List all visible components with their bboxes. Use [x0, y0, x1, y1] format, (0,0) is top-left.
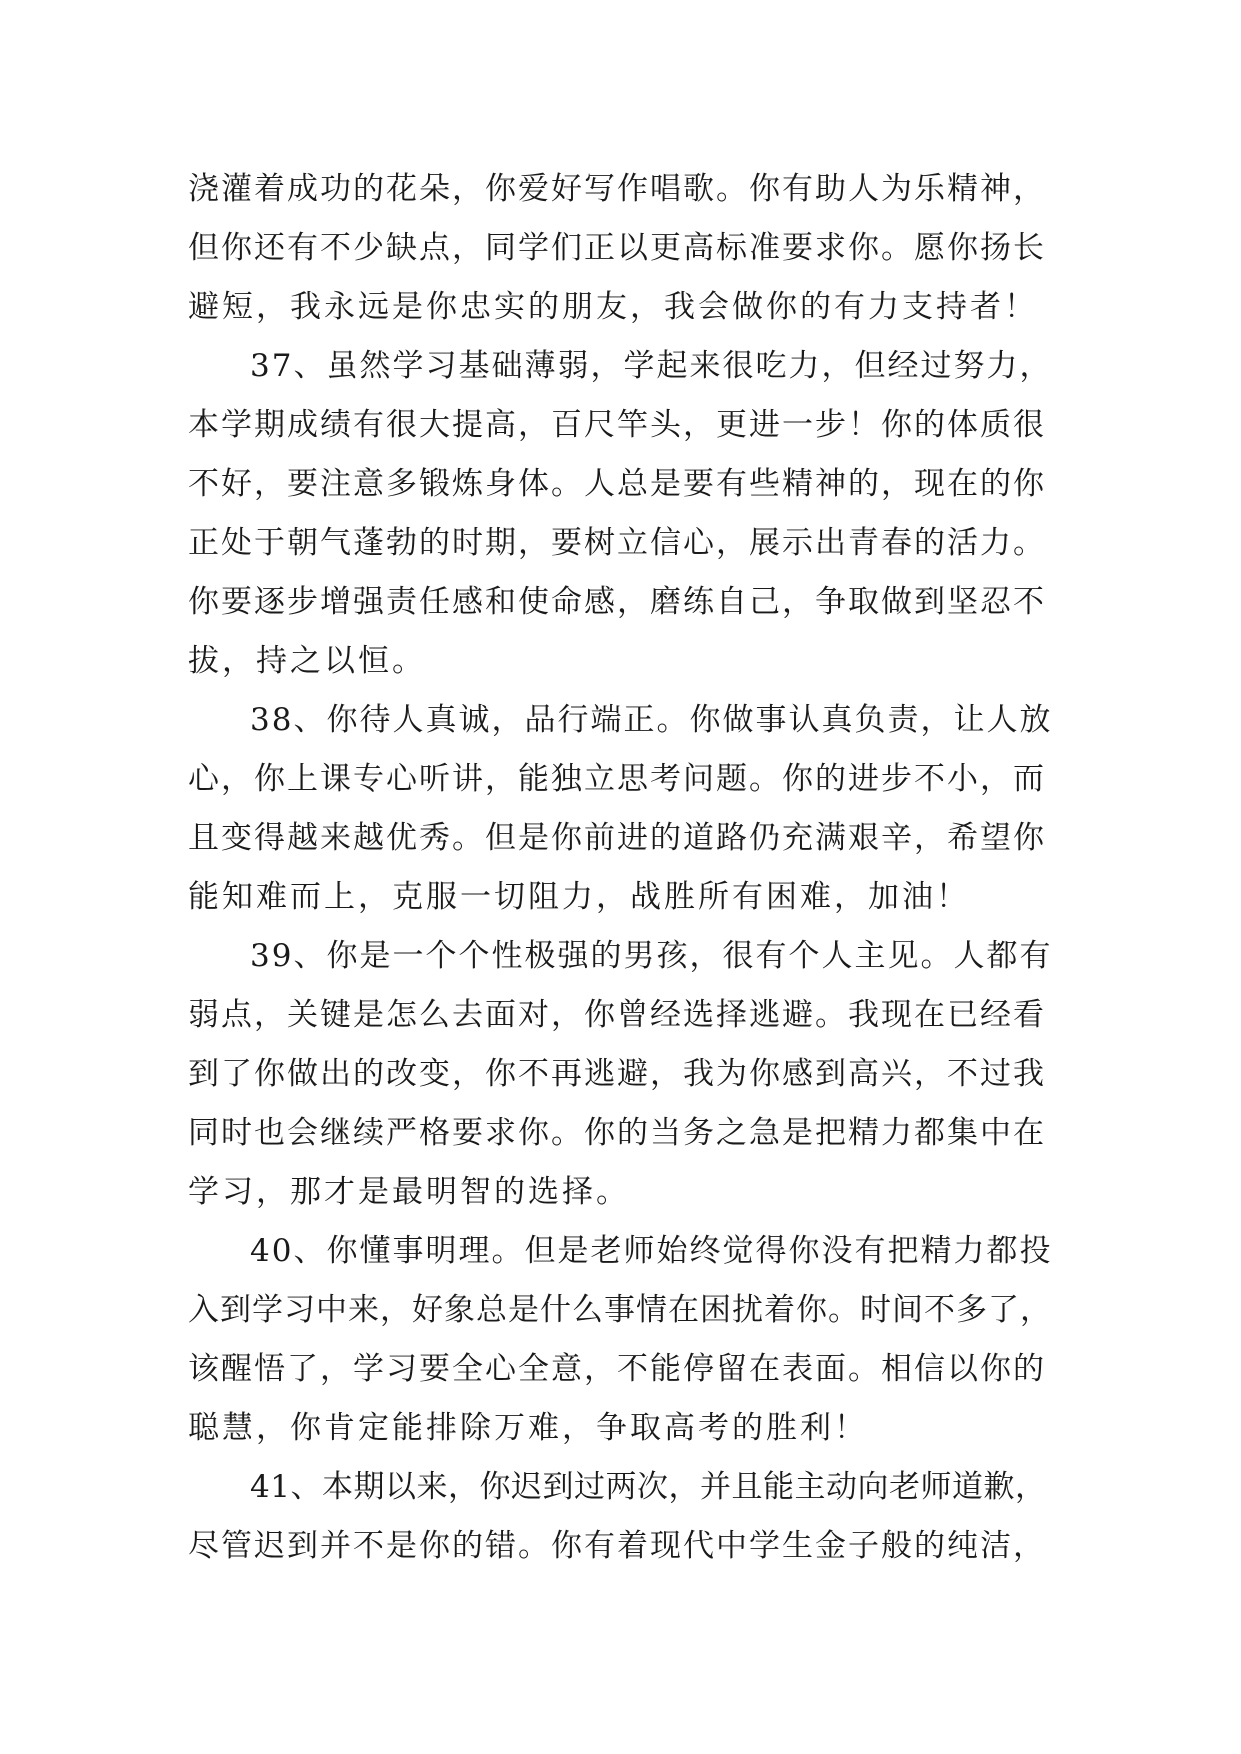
text-line: 同时也会继续严格要求你。你的当务之急是把精力都集中在	[188, 1115, 1046, 1151]
paragraph-start-line: 37、虽然学习基础薄弱，学起来很吃力，但经过努力，	[250, 348, 1053, 384]
text-line: 尽管迟到并不是你的错。你有着现代中学生金子般的纯洁，	[188, 1528, 1046, 1564]
text-line: 学习，那才是最明智的选择。	[188, 1174, 630, 1210]
text-line: 不好，要注意多锻炼身体。人总是要有些精神的，现在的你	[188, 466, 1046, 502]
text-line: 该醒悟了，学习要全心全意，不能停留在表面。相信以你的	[188, 1351, 1046, 1387]
text-line: 弱点，关键是怎么去面对，你曾经选择逃避。我现在已经看	[188, 997, 1046, 1033]
text-line: 但你还有不少缺点，同学们正以更高标准要求你。愿你扬长	[188, 230, 1046, 266]
text-line: 聪慧，你肯定能排除万难，争取高考的胜利！	[188, 1410, 868, 1446]
paragraph-start-line: 38、你待人真诚，品行端正。你做事认真负责，让人放	[250, 702, 1053, 738]
text-line: 能知难而上，克服一切阻力，战胜所有困难，加油！	[188, 879, 970, 915]
paragraph-start-line: 41、本期以来，你迟到过两次，并且能主动向老师道歉，	[250, 1469, 1047, 1505]
text-line: 且变得越来越优秀。但是你前进的道路仍充满艰辛，希望你	[188, 820, 1046, 856]
text-line: 正处于朝气蓬勃的时期，要树立信心，展示出青春的活力。	[188, 525, 1046, 561]
paragraph-start-line: 39、你是一个个性极强的男孩，很有个人主见。人都有	[250, 938, 1053, 974]
text-line: 你要逐步增强责任感和使命感，磨练自己，争取做到坚忍不	[188, 584, 1046, 620]
text-line: 拔，持之以恒。	[188, 643, 426, 679]
text-line: 浇灌着成功的花朵，你爱好写作唱歌。你有助人为乐精神，	[188, 171, 1046, 207]
text-line: 本学期成绩有很大提高，百尺竿头，更进一步！你的体质很	[188, 407, 1046, 443]
body-text	[188, 160, 1058, 1576]
text-line: 心，你上课专心听讲，能独立思考问题。你的进步不小，而	[188, 761, 1046, 797]
text-line: 入到学习中来，好象总是什么事情在困扰着你。时间不多了，	[188, 1292, 1052, 1328]
paragraph-start-line: 40、你懂事明理。但是老师始终觉得你没有把精力都投	[250, 1233, 1053, 1269]
text-line: 到了你做出的改变，你不再逃避，我为你感到高兴，不过我	[188, 1056, 1046, 1092]
text-line: 避短，我永远是你忠实的朋友，我会做你的有力支持者！	[188, 289, 1038, 325]
